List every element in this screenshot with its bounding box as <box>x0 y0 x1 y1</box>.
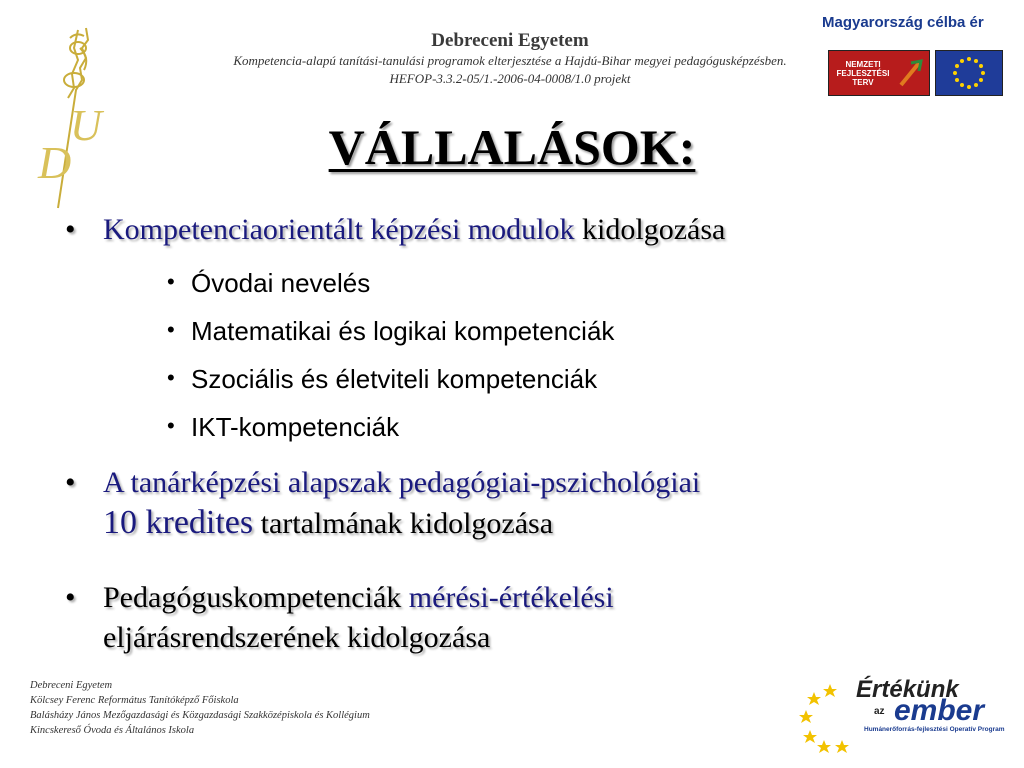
slide-title: VÁLLALÁSOK: <box>328 119 696 175</box>
bullet-tanarkepzesi-alapszak <box>65 463 983 544</box>
header-subtitle-line1: Kompetencia-alapú tanítási-tanulási programok elterjesztése a Hajdú-Bihar megyei pedagógusképzésben. <box>233 53 787 68</box>
sub-bullet-ikt <box>167 410 400 444</box>
bullet3-line2: eljárásrendszerének kidolgozása <box>103 621 491 654</box>
eu-flag-icon <box>935 50 1003 96</box>
bullet1-rest: kidolgozása <box>574 213 726 246</box>
sub-bullet-dot: • <box>167 365 175 390</box>
sub-bullet-text: Matematikai és logikai kompetenciák <box>191 316 615 346</box>
bullet2-rest: tartalmának kidolgozása <box>253 507 554 540</box>
bullet2-line1: tanárképzési alapszak pedagógiai-pszichológiai <box>123 466 701 499</box>
bullet2-a: A <box>103 466 124 499</box>
nft-arrow-icon <box>897 51 927 95</box>
bullet-dot: • <box>65 466 76 499</box>
bullet-pedagoguskompetenciak <box>65 578 983 658</box>
bullet-kompetencia-modulok <box>65 210 1003 250</box>
sub-bullet-matematikai <box>167 314 615 348</box>
footer-line: Kölcsey Ferenc Református Tanítóképző Főiskola <box>30 695 239 706</box>
slogan-text: Magyarország célba ér <box>822 14 984 31</box>
sub-bullet-dot: • <box>167 317 175 342</box>
nft-text: NEMZETI FEJLESZTÉSI TERV <box>836 60 890 87</box>
ertekunk-az-ember-logo <box>796 676 1006 756</box>
bullet-dot: • <box>65 581 76 614</box>
footer-line: Kincskereső Óvoda és Általános Iskola <box>30 725 195 736</box>
magyarorszag-celba-er-logo <box>822 14 1007 32</box>
sub-bullet-szocialis <box>167 362 598 396</box>
bullet3-part1: Pedagóguskompetenciák <box>103 581 402 614</box>
sub-bullet-ovodai <box>167 266 371 300</box>
logo-line2: ember <box>894 694 985 727</box>
sub-bullet-dot: • <box>167 269 175 294</box>
bullet-dot: • <box>65 213 76 246</box>
sub-bullet-dot: • <box>167 413 175 438</box>
footer-line: Debreceni Egyetem <box>30 680 113 691</box>
emblem-letter-d: D <box>38 137 72 188</box>
emblem-letter-u: U <box>70 101 102 150</box>
star-circle-icon <box>796 676 860 756</box>
logo-line3: Humánerőforrás-fejlesztési Operatív Program <box>864 726 1005 733</box>
institution-name: Debreceni Egyetem <box>431 30 589 51</box>
sub-bullet-text: Óvodai nevelés <box>191 268 371 298</box>
header-subtitle-line2: HEFOP-3.3.2-05/1.-2006-04-0008/1.0 projekt <box>389 71 631 86</box>
logo-line-az: az <box>874 706 885 717</box>
footer-institutions <box>30 678 470 738</box>
header <box>130 30 890 88</box>
sub-bullet-text: IKT-kompetenciák <box>191 412 400 442</box>
bullet3-highlight: mérési-értékelési <box>401 581 614 614</box>
nemzeti-fejlesztesi-terv-logo <box>828 50 930 96</box>
bullet2-kredites: 10 kredites <box>103 504 254 541</box>
sub-bullet-text: Szociális és életviteli kompetenciák <box>191 364 598 394</box>
footer-line: Balásházy János Mezőgazdasági és Közgazdasági Szakközépiskola és Kollégium <box>30 710 370 721</box>
bullet1-highlight: Kompetenciaorientált képzési modulok <box>103 213 575 246</box>
logo-line1: Értékünk <box>856 676 959 703</box>
